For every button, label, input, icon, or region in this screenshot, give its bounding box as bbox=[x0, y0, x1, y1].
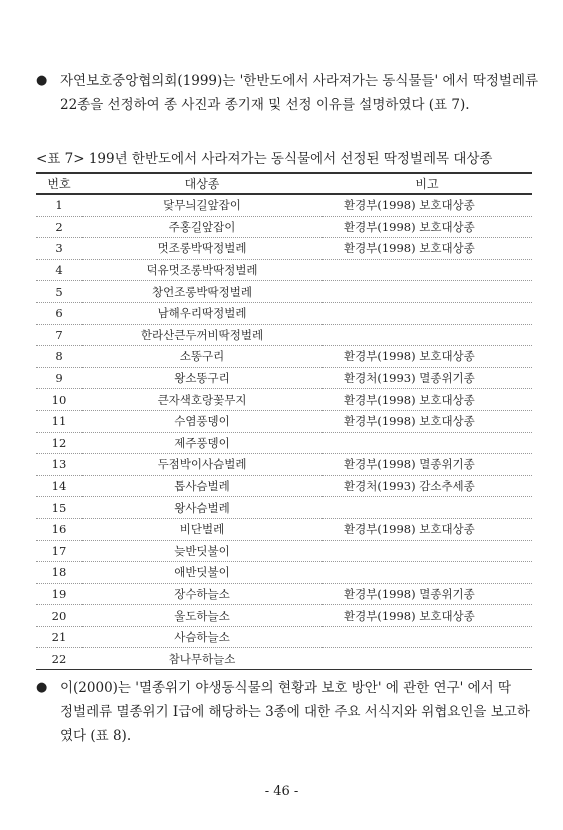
row-species: 두점박이사슴벌레 bbox=[82, 454, 322, 476]
row-species: 사슴하늘소 bbox=[82, 626, 322, 648]
row-number: 12 bbox=[36, 432, 82, 454]
row-species: 장수하늘소 bbox=[82, 583, 322, 605]
row-species: 울도하늘소 bbox=[82, 605, 322, 627]
row-note: 환경부(1998) 보호대상종 bbox=[322, 605, 532, 627]
table-row bbox=[36, 410, 532, 432]
table-row bbox=[36, 346, 532, 368]
paragraph-2-line-3: 였다 (표 8). bbox=[60, 728, 132, 744]
paragraph-2 bbox=[36, 676, 532, 748]
row-note bbox=[322, 497, 532, 519]
bullet-icon: ● bbox=[36, 73, 48, 88]
paragraph-2-line-2: 정벌레류 멸종위기 I급에 해당하는 3종에 대한 주요 서식지와 위협요인을 보고하 bbox=[60, 704, 530, 720]
row-species: 비단벌레 bbox=[82, 518, 322, 540]
row-number: 9 bbox=[36, 367, 82, 389]
row-species: 닻무늬길앞잡이 bbox=[82, 194, 322, 216]
row-number: 11 bbox=[36, 410, 82, 432]
row-note: 환경부(1998) 보호대상종 bbox=[322, 410, 532, 432]
table-row bbox=[36, 518, 532, 540]
row-species: 늦반딧불이 bbox=[82, 540, 322, 562]
row-note bbox=[322, 432, 532, 454]
row-note: 환경부(1998) 보호대상종 bbox=[322, 346, 532, 368]
row-note bbox=[322, 324, 532, 346]
row-number: 3 bbox=[36, 238, 82, 260]
header-note: 비고 bbox=[415, 177, 439, 191]
paragraph-1-line-1: 자연보호중앙협의회(1999)는 '한반도에서 사라져가는 동식물들' 에서 딱정벌레류 bbox=[60, 73, 539, 89]
row-note: 환경부(1998) 멸종위기종 bbox=[322, 454, 532, 476]
table-row bbox=[36, 324, 532, 346]
row-number: 16 bbox=[36, 518, 82, 540]
row-number: 6 bbox=[36, 302, 82, 324]
row-species: 큰자색호랑꽃무지 bbox=[82, 389, 322, 411]
row-number: 5 bbox=[36, 281, 82, 303]
row-note bbox=[322, 259, 532, 281]
row-number: 7 bbox=[36, 324, 82, 346]
row-number: 15 bbox=[36, 497, 82, 519]
row-number: 4 bbox=[36, 259, 82, 281]
row-note bbox=[322, 281, 532, 303]
row-note: 환경부(1998) 보호대상종 bbox=[322, 238, 532, 260]
row-species: 주홍길앞잡이 bbox=[82, 216, 322, 238]
table-row bbox=[36, 454, 532, 476]
row-note bbox=[322, 626, 532, 648]
table-row bbox=[36, 583, 532, 605]
row-species: 멋조롱박딱정벌레 bbox=[82, 238, 322, 260]
row-note bbox=[322, 648, 532, 670]
row-number: 17 bbox=[36, 540, 82, 562]
row-note: 환경부(1998) 보호대상종 bbox=[322, 518, 532, 540]
table-row bbox=[36, 432, 532, 454]
table-row bbox=[36, 605, 532, 627]
species-table bbox=[36, 172, 532, 670]
row-number: 14 bbox=[36, 475, 82, 497]
row-note bbox=[322, 302, 532, 324]
row-species: 톱사슴벌레 bbox=[82, 475, 322, 497]
table-row bbox=[36, 216, 532, 238]
page-number: - 46 - bbox=[264, 784, 299, 799]
table-row bbox=[36, 259, 532, 281]
table-row bbox=[36, 367, 532, 389]
table-header-row bbox=[36, 173, 532, 194]
row-number: 18 bbox=[36, 562, 82, 584]
table-caption: <표 7> 199년 한반도에서 사라져가는 동식물에서 선정된 딱정벌레목 대상종 bbox=[36, 151, 493, 167]
paragraph-1-line-2: 22종을 선정하여 종 사진과 종기재 및 선정 이유를 설명하였다 (표 7). bbox=[60, 97, 470, 113]
table-row bbox=[36, 648, 532, 670]
row-note: 환경부(1998) 보호대상종 bbox=[322, 216, 532, 238]
row-number: 2 bbox=[36, 216, 82, 238]
table-row bbox=[36, 194, 532, 216]
table-row bbox=[36, 302, 532, 324]
row-number: 19 bbox=[36, 583, 82, 605]
table-row bbox=[36, 562, 532, 584]
paragraph-1 bbox=[36, 69, 539, 117]
row-note: 환경부(1998) 멸종위기종 bbox=[322, 583, 532, 605]
row-number: 20 bbox=[36, 605, 82, 627]
row-species: 참나무하늘소 bbox=[82, 648, 322, 670]
row-note: 환경처(1993) 감소추세종 bbox=[322, 475, 532, 497]
row-note: 환경부(1998) 보호대상종 bbox=[322, 194, 532, 216]
row-number: 10 bbox=[36, 389, 82, 411]
header-species: 대상종 bbox=[184, 177, 220, 191]
table-row bbox=[36, 626, 532, 648]
row-number: 13 bbox=[36, 454, 82, 476]
row-note: 환경부(1998) 보호대상종 bbox=[322, 389, 532, 411]
row-species: 왕소똥구리 bbox=[82, 367, 322, 389]
table-row bbox=[36, 497, 532, 519]
row-note bbox=[322, 562, 532, 584]
row-number: 8 bbox=[36, 346, 82, 368]
row-species: 수염풍뎅이 bbox=[82, 410, 322, 432]
bullet-icon: ● bbox=[36, 680, 48, 695]
table-row bbox=[36, 281, 532, 303]
row-species: 한라산큰두꺼비딱정벌레 bbox=[82, 324, 322, 346]
table-row bbox=[36, 238, 532, 260]
header-number: 번호 bbox=[47, 177, 71, 191]
row-number: 1 bbox=[36, 194, 82, 216]
table-row bbox=[36, 540, 532, 562]
row-species: 소똥구리 bbox=[82, 346, 322, 368]
table-row bbox=[36, 475, 532, 497]
row-number: 22 bbox=[36, 648, 82, 670]
row-species: 덕유멋조롱박딱정벌레 bbox=[82, 259, 322, 281]
row-species: 창언조롱박딱정벌레 bbox=[82, 281, 322, 303]
row-note bbox=[322, 540, 532, 562]
row-species: 애반딧불이 bbox=[82, 562, 322, 584]
paragraph-2-line-1: 이(2000)는 '멸종위기 야생동식물의 현황과 보호 방안' 에 관한 연구' 에서 딱 bbox=[60, 680, 512, 696]
row-species: 제주풍뎅이 bbox=[82, 432, 322, 454]
row-note: 환경처(1993) 멸종위기종 bbox=[322, 367, 532, 389]
row-number: 21 bbox=[36, 626, 82, 648]
table-row bbox=[36, 389, 532, 411]
row-species: 왕사슴벌레 bbox=[82, 497, 322, 519]
row-species: 남해우리딱정벌레 bbox=[82, 302, 322, 324]
